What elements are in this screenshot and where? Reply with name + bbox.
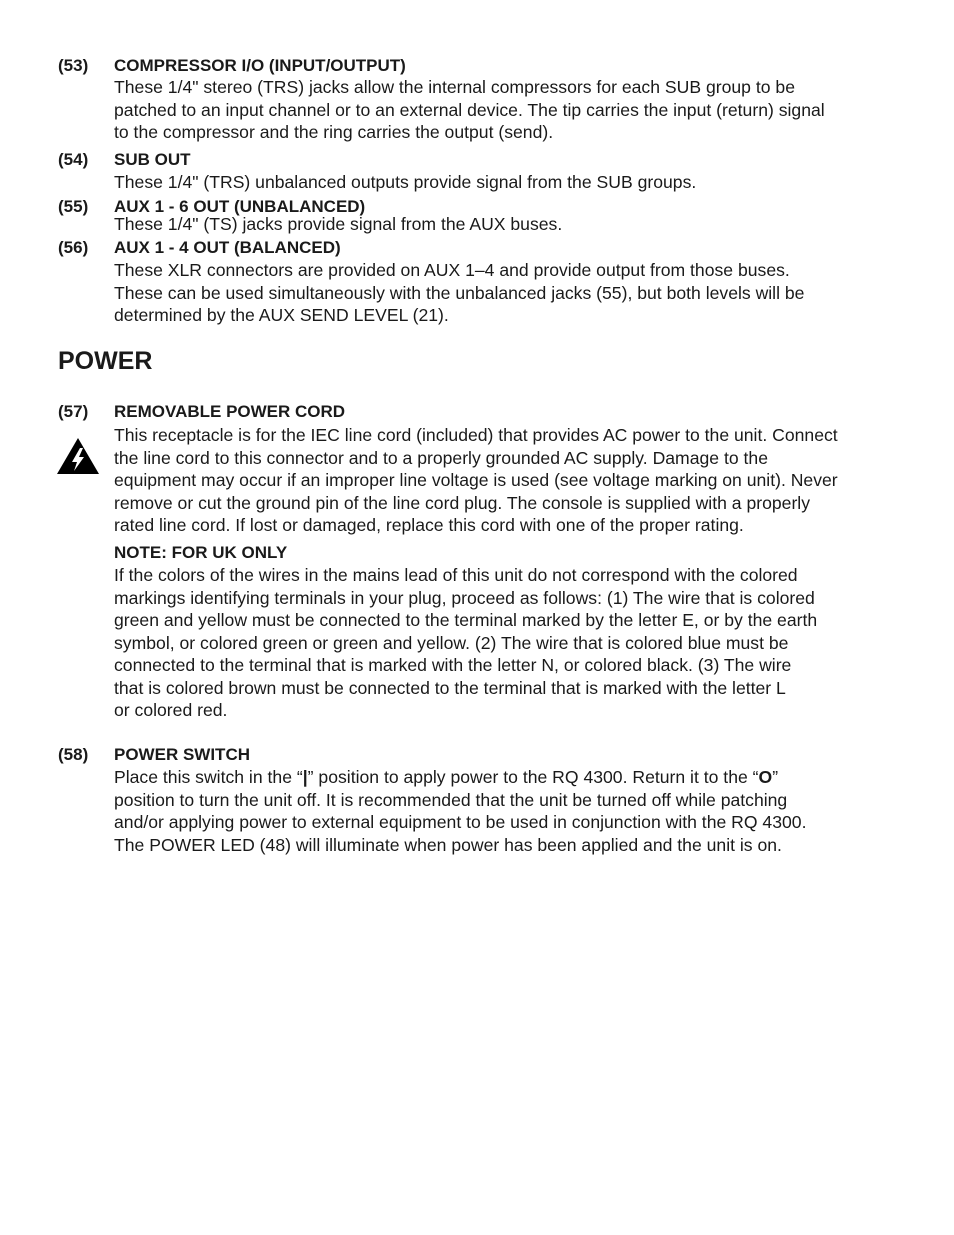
note-title: NOTE: FOR UK ONLY [114,543,288,562]
item-description [114,424,838,537]
text-line: These 1/4" stereo (TRS) jacks allow the internal compressors for each SUB group to be [114,77,795,97]
text-line: symbol, or colored green or green and yellow. (2) The wire that is colored blue must be [114,632,789,653]
text-line: These 1/4" (TS) jacks provide signal from the AUX buses. [114,214,563,234]
item-title: COMPRESSOR I/O (INPUT/OUTPUT) [114,56,406,75]
text-line: If the colors of the wires in the mains lead of this unit do not correspond with the colored [114,565,798,585]
electric-shock-warning-icon [56,437,100,475]
text-line: These can be used simultaneously with the unbalanced jacks (55), but both levels will be [114,282,805,303]
text-line: markings identifying terminals in your plug, proceed as follows: (1) The wire that is colored [114,587,815,608]
item-description [114,766,806,856]
item-description [114,76,825,144]
text-fragment: ” [772,767,779,787]
text-fragment: Place this switch in the “ [114,767,303,787]
item-number: (54) [58,150,89,169]
text-line: patched to an input channel or to an external device. The tip carries the input (return) signal [114,99,825,120]
item-title: AUX 1 - 6 OUT (UNBALANCED) [114,197,366,216]
item-number: (53) [58,56,89,75]
item-title: SUB OUT [114,150,191,169]
text-line: This receptacle is for the IEC line cord (included) that provides AC power to the unit. Connect [114,425,838,445]
item-number: (57) [58,402,89,421]
text-line: equipment may occur if an improper line voltage is used (see voltage marking on unit). Never [114,470,838,490]
off-symbol: O [758,767,773,787]
item-description [114,171,696,194]
item-title: AUX 1 - 4 OUT (BALANCED) [114,238,341,257]
text-line: the line cord to this connector and to a properly grounded AC supply. Damage to the [114,447,768,468]
item-number: (56) [58,238,89,257]
item-description [114,213,562,236]
text-line: These 1/4" (TRS) unbalanced outputs provide signal from the SUB groups. [114,172,697,192]
text-line: that is colored brown must be connected to the terminal that is marked with the letter L [114,677,786,698]
text-line: or colored red. [114,700,228,720]
text-line: The POWER LED (48) will illuminate when power has been applied and the unit is on. [114,834,782,855]
text-line: to the compressor and the ring carries the output (send). [114,122,554,142]
text-line: connected to the terminal that is marked with the letter N, or colored black. (3) The wire [114,655,792,675]
text-line: These XLR connectors are provided on AUX 1–4 and provide output from those buses. [114,260,790,280]
text-line: remove or cut the ground pin of the line cord plug. The console is supplied with a properly [114,492,811,513]
item-number: (55) [58,197,89,216]
item-title: POWER SWITCH [114,745,250,764]
text-line: position to turn the unit off. It is recommended that the unit be turned off while patching [114,789,788,810]
item-title: REMOVABLE POWER CORD [114,402,346,421]
text-fragment: ” position to apply power to the RQ 4300. Return it to the “ [307,767,759,787]
item-description [114,259,804,327]
on-symbol: | [302,767,308,787]
text-line: and/or applying power to external equipment to be used in conjunction with the RQ 4300. [114,812,807,832]
item-number: (58) [58,745,89,764]
text-line: green and yellow must be connected to the terminal marked by the letter E, or by the earth [114,610,818,630]
text-line: determined by the AUX SEND LEVEL (21). [114,305,449,325]
text-line: rated line cord. If lost or damaged, replace this cord with one of the proper rating. [114,515,744,535]
note-description [114,564,817,722]
text-line [114,766,806,789]
section-heading: POWER [58,347,153,375]
